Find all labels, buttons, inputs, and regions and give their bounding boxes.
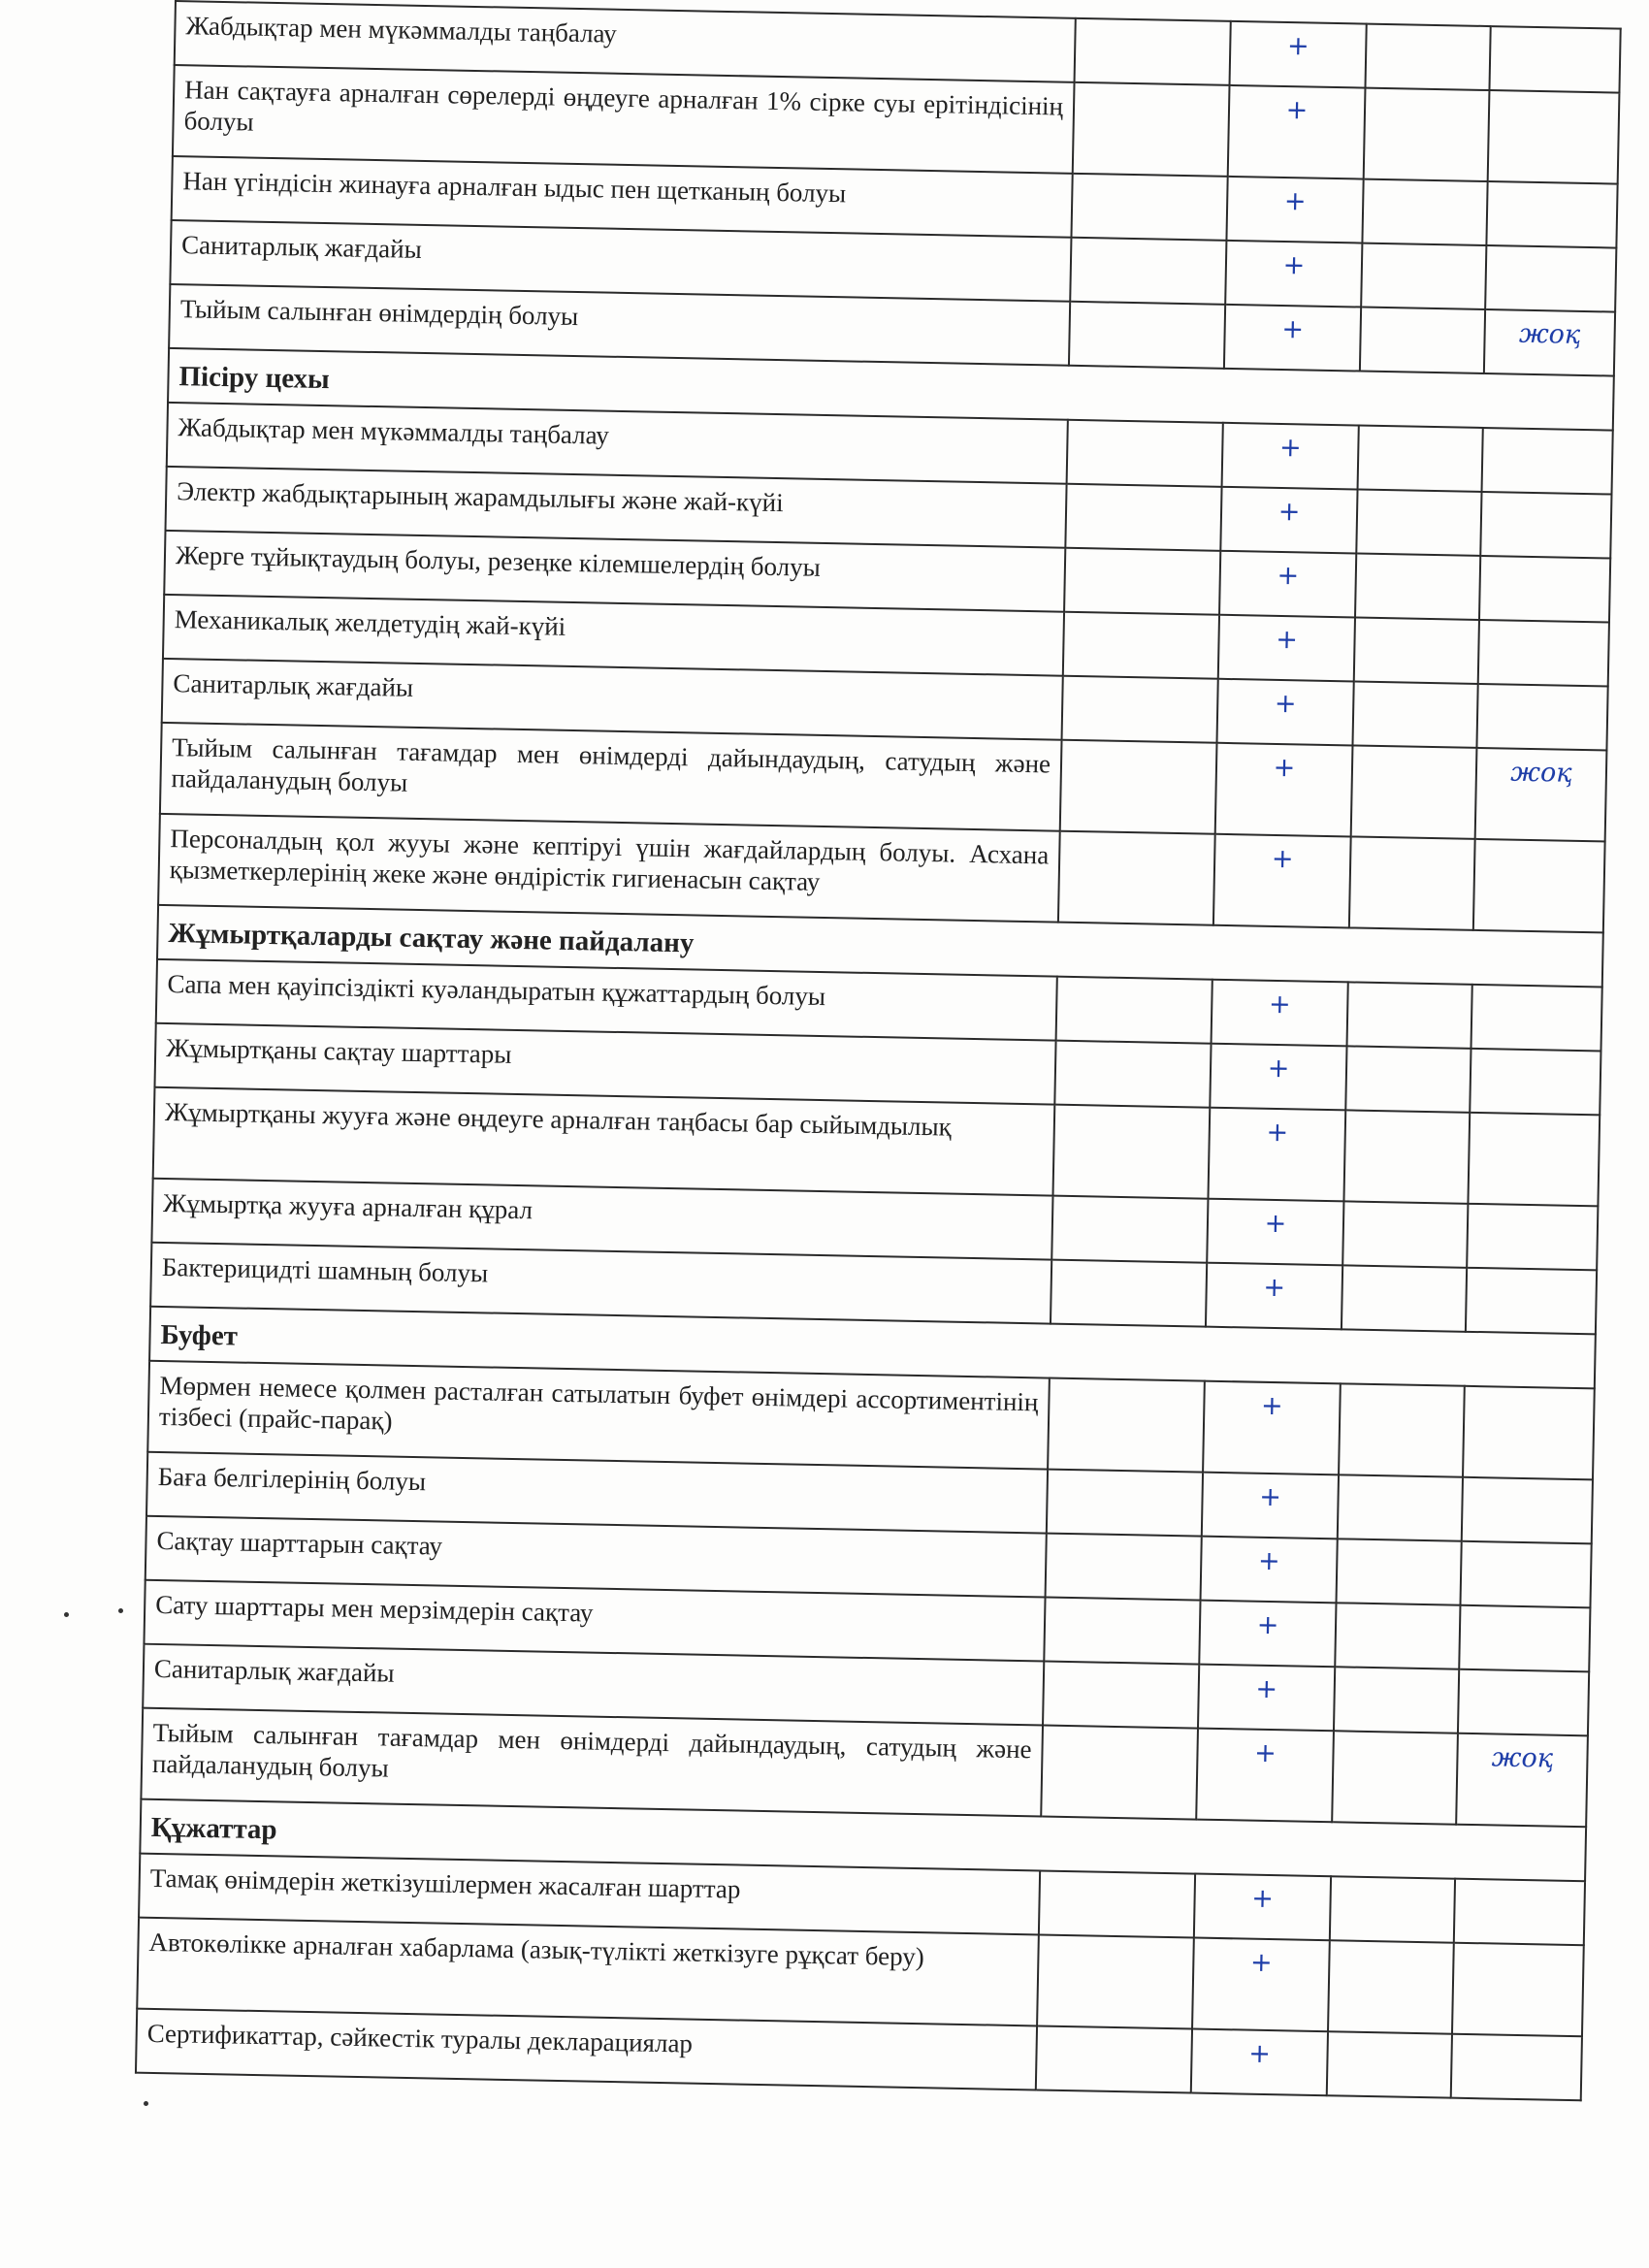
- column-a-cell: [1044, 1598, 1200, 1665]
- item-text: Тыйым салынған тағамдар мен өнімдерді дайындаудың, сатудың және пайдаланудың болуы: [160, 723, 1062, 831]
- column-a-cell: [1039, 1870, 1195, 1937]
- column-a-cell: [1041, 1726, 1198, 1820]
- handwritten-note: [1463, 1386, 1595, 1480]
- item-text: Сапа мен қауіпсіздікті куәландыратын құжаттардың болуы: [156, 959, 1057, 1041]
- scan-speck: [144, 2101, 148, 2106]
- handwritten-note: [1466, 1268, 1597, 1335]
- handwritten-note: [1467, 1204, 1598, 1271]
- column-b-cell: [1343, 1110, 1470, 1203]
- item-text: Электр жабдықтарының жарамдылығы және жай-күйі: [165, 467, 1066, 548]
- scan-speck: [118, 1608, 123, 1613]
- column-b-cell: [1354, 617, 1479, 683]
- check-mark: +: [1213, 834, 1351, 928]
- item-text: Механикалық желдетудің жай-күйі: [163, 595, 1064, 676]
- handwritten-note: [1478, 620, 1609, 687]
- column-a-cell: [1051, 1196, 1208, 1263]
- column-a-cell: [1067, 420, 1223, 487]
- column-a-cell: [1071, 174, 1227, 241]
- check-mark: +: [1202, 1473, 1339, 1539]
- item-text: Автокөлікке арналған хабарлама (азық-түлікті жеткізуге рұқсат беру): [137, 1918, 1039, 2026]
- item-text: Тамақ өнімдерін жеткізушілермен жасалған шарттар: [139, 1854, 1040, 1935]
- item-text: Сақтау шарттарын сақтау: [146, 1516, 1047, 1598]
- check-mark: +: [1191, 2029, 1328, 2096]
- check-mark: +: [1224, 305, 1361, 372]
- check-mark: +: [1199, 1601, 1336, 1668]
- column-b-cell: [1332, 1731, 1458, 1824]
- check-mark: +: [1201, 1537, 1338, 1604]
- handwritten-note: [1458, 1669, 1589, 1736]
- handwritten-note: [1462, 1477, 1593, 1544]
- check-mark: +: [1212, 980, 1348, 1047]
- item-text: Санитарлық жағдайы: [170, 220, 1071, 302]
- handwritten-note: [1452, 1943, 1584, 2037]
- check-mark: +: [1219, 551, 1356, 618]
- section-title: Жұмыртқаларды сақтау және пайдалану: [157, 905, 1603, 988]
- handwritten-note: [1486, 181, 1617, 248]
- column-b-cell: [1358, 426, 1483, 492]
- column-b-cell: [1342, 1265, 1467, 1331]
- check-mark: +: [1192, 1938, 1330, 2032]
- item-text: Тыйым салынған өнімдердің болуы: [169, 284, 1070, 366]
- column-b-cell: [1349, 836, 1475, 929]
- column-b-cell: [1339, 1383, 1465, 1476]
- check-mark: +: [1194, 1874, 1331, 1941]
- item-text: Жұмыртқаны жууға және өңдеуге арналған таңбасы бар сыйымдылық: [153, 1087, 1055, 1196]
- column-b-cell: [1356, 490, 1481, 556]
- item-text: Жұмыртқа жууға арналған құрал: [151, 1179, 1052, 1260]
- column-a-cell: [1070, 238, 1226, 305]
- scan-speck: [64, 1612, 69, 1617]
- column-a-cell: [1060, 740, 1217, 834]
- item-text: Бактерицидті шамның болуы: [150, 1243, 1051, 1324]
- handwritten-note: [1459, 1605, 1590, 1672]
- item-text: Жабдықтар мен мүкәммалды таңбалау: [167, 403, 1068, 484]
- item-text: Жерге тұйықтаудың болуы, резеңке кілемшелердің болуы: [164, 531, 1065, 612]
- check-mark: +: [1208, 1108, 1345, 1202]
- column-a-cell: [1058, 831, 1215, 925]
- item-text: Нан үгіндісін жинауға арналған ыдыс пен щетканың болуы: [172, 156, 1073, 238]
- item-text: Баға белгілерінің болуы: [146, 1452, 1048, 1534]
- item-text: Санитарлық жағдайы: [162, 659, 1063, 740]
- column-a-cell: [1053, 1105, 1211, 1199]
- column-b-cell: [1338, 1474, 1463, 1540]
- column-b-cell: [1337, 1539, 1462, 1604]
- check-mark: +: [1215, 743, 1353, 837]
- column-b-cell: [1355, 553, 1480, 619]
- column-b-cell: [1365, 24, 1490, 90]
- check-mark: +: [1210, 1044, 1346, 1111]
- column-a-cell: [1065, 484, 1221, 551]
- check-mark: +: [1203, 1381, 1341, 1475]
- check-mark: +: [1222, 423, 1359, 490]
- column-b-cell: [1345, 1046, 1471, 1112]
- handwritten-note: жоқ: [1484, 309, 1615, 376]
- handwritten-note: [1471, 985, 1601, 1052]
- column-a-cell: [1046, 1534, 1202, 1601]
- handwritten-note: [1451, 2034, 1582, 2101]
- column-b-cell: [1360, 308, 1485, 373]
- column-b-cell: [1351, 745, 1477, 838]
- check-mark: +: [1216, 679, 1353, 746]
- check-mark: +: [1198, 1665, 1335, 1732]
- column-a-cell: [1048, 1378, 1205, 1473]
- item-text: Жабдықтар мен мүкәммалды таңбалау: [175, 1, 1076, 82]
- column-b-cell: [1362, 179, 1487, 245]
- check-mark: +: [1218, 615, 1355, 682]
- checklist-table: [135, 0, 1622, 2101]
- handwritten-note: [1473, 839, 1605, 933]
- item-text: Мөрмен немесе қолмен расталған сатылатын буфет өнімдері ассортиментінің тізбесі (прайс-парақ): [147, 1361, 1050, 1470]
- handwritten-note: [1470, 1049, 1600, 1116]
- check-mark: +: [1220, 487, 1357, 554]
- column-a-cell: [1051, 1260, 1207, 1327]
- handwritten-note: [1482, 428, 1613, 495]
- column-b-cell: [1347, 982, 1472, 1048]
- handwritten-note: [1485, 245, 1616, 312]
- column-a-cell: [1054, 1041, 1211, 1108]
- column-b-cell: [1342, 1201, 1468, 1267]
- handwritten-note: [1489, 26, 1620, 93]
- column-b-cell: [1327, 2031, 1452, 2097]
- column-a-cell: [1064, 548, 1220, 615]
- item-text: Тыйым салынған тағамдар мен өнімдерді дайындаудың, сатудың және пайдаланудың болуы: [141, 1708, 1043, 1817]
- section-title: Пісіру цехы: [168, 348, 1614, 431]
- column-b-cell: [1352, 681, 1477, 747]
- column-a-cell: [1073, 82, 1230, 177]
- handwritten-note: [1460, 1541, 1591, 1608]
- column-a-cell: [1047, 1470, 1203, 1537]
- item-text: Нан сақтауға арналған сөрелерді өңдеуге арналған 1% сірке суы ерітіндісінің болуы: [173, 65, 1075, 174]
- column-a-cell: [1043, 1662, 1199, 1729]
- check-mark: +: [1230, 21, 1367, 88]
- column-b-cell: [1330, 1876, 1455, 1942]
- column-b-cell: [1335, 1603, 1460, 1669]
- column-a-cell: [1062, 676, 1218, 743]
- handwritten-note: [1476, 684, 1607, 751]
- handwritten-note: жоқ: [1456, 1733, 1588, 1828]
- item-text: Сертификаттар, сәйкестік туралы декларациялар: [136, 2009, 1037, 2090]
- item-text: Персоналдың қол жууы және кептіруі үшін жағдайлардың болуы. Асхана қызметкерлерінің жеке және өндірістік гигиенасын сақтау: [158, 814, 1060, 923]
- column-a-cell: [1063, 612, 1219, 679]
- column-b-cell: [1328, 1940, 1454, 2033]
- handwritten-note: [1480, 492, 1611, 559]
- check-mark: +: [1206, 1263, 1342, 1330]
- checklist-sheet: [135, 0, 1620, 2101]
- column-b-cell: [1361, 243, 1486, 309]
- check-mark: +: [1225, 241, 1362, 308]
- column-a-cell: [1069, 302, 1225, 369]
- column-b-cell: [1334, 1667, 1459, 1733]
- handwritten-note: жоқ: [1475, 748, 1607, 842]
- handwritten-note: [1454, 1879, 1585, 1946]
- column-a-cell: [1037, 1934, 1194, 2028]
- column-a-cell: [1075, 18, 1231, 85]
- item-text: Жұмыртқаны сақтау шарттары: [154, 1023, 1055, 1105]
- column-a-cell: [1036, 2025, 1192, 2092]
- handwritten-note: [1479, 556, 1610, 623]
- section-title: Буфет: [149, 1307, 1596, 1389]
- handwritten-note: [1488, 90, 1620, 184]
- section-title: Құжаттар: [140, 1799, 1586, 1882]
- item-text: Санитарлық жағдайы: [143, 1644, 1044, 1726]
- check-mark: +: [1196, 1729, 1334, 1823]
- check-mark: +: [1228, 85, 1366, 179]
- item-text: Сату шарттары мен мерзімдерін сақтау: [144, 1580, 1045, 1662]
- column-b-cell: [1364, 88, 1490, 181]
- check-mark: +: [1226, 177, 1363, 243]
- column-a-cell: [1056, 977, 1212, 1044]
- check-mark: +: [1207, 1199, 1343, 1266]
- handwritten-note: [1468, 1113, 1600, 1207]
